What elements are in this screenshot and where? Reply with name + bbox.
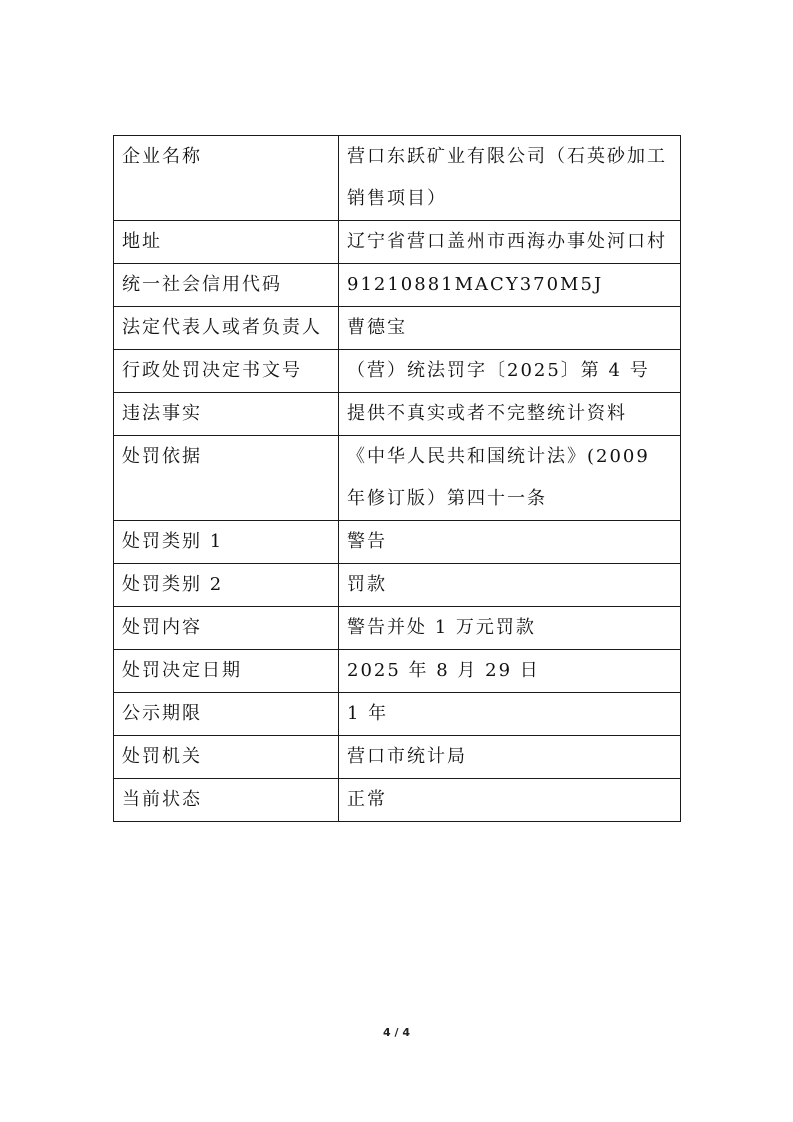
row-label-penalty-authority: 处罚机关	[114, 736, 339, 779]
table-row	[114, 136, 681, 221]
table-row	[114, 264, 681, 307]
row-value-address: 辽宁省营口盖州市西海办事处河口村	[339, 221, 681, 264]
row-label-penalty-content: 处罚内容	[114, 607, 339, 650]
row-label-publicity-period: 公示期限	[114, 693, 339, 736]
row-value-legal-representative: 曹德宝	[339, 307, 681, 350]
row-label-penalty-category-2: 处罚类别 2	[114, 564, 339, 607]
row-label-current-status: 当前状态	[114, 779, 339, 822]
row-value-penalty-authority: 营口市统计局	[339, 736, 681, 779]
row-value-publicity-period: 1 年	[339, 693, 681, 736]
row-label-legal-representative: 法定代表人或者负责人	[114, 307, 339, 350]
table-row	[114, 693, 681, 736]
table-row	[114, 650, 681, 693]
table-row	[114, 521, 681, 564]
table-row	[114, 564, 681, 607]
penalty-record-table	[113, 135, 681, 822]
row-value-current-status: 正常	[339, 779, 681, 822]
row-label-violation-facts: 违法事实	[114, 393, 339, 436]
row-value-decision-date: 2025 年 8 月 29 日	[339, 650, 681, 693]
table-row	[114, 393, 681, 436]
table-row	[114, 436, 681, 521]
row-value-penalty-basis: 《中华人民共和国统计法》(2009 年修订版）第四十一条	[339, 436, 681, 521]
row-value-penalty-content: 警告并处 1 万元罚款	[339, 607, 681, 650]
row-value-penalty-category-1: 警告	[339, 521, 681, 564]
row-label-company-name: 企业名称	[114, 136, 339, 221]
row-label-address: 地址	[114, 221, 339, 264]
row-value-company-name: 营口东跃矿业有限公司（石英砂加工销售项目）	[339, 136, 681, 221]
table-row	[114, 221, 681, 264]
table-row	[114, 736, 681, 779]
row-label-decision-number: 行政处罚决定书文号	[114, 350, 339, 393]
table-row	[114, 350, 681, 393]
row-value-violation-facts: 提供不真实或者不完整统计资料	[339, 393, 681, 436]
table-row	[114, 607, 681, 650]
row-value-decision-number: （营）统法罚字〔2025〕第 4 号	[339, 350, 681, 393]
row-value-credit-code: 91210881MACY370M5J	[339, 264, 681, 307]
row-label-penalty-category-1: 处罚类别 1	[114, 521, 339, 564]
page-number: 4 / 4	[383, 1026, 410, 1039]
table-row	[114, 307, 681, 350]
row-label-penalty-basis: 处罚依据	[114, 436, 339, 521]
row-label-decision-date: 处罚决定日期	[114, 650, 339, 693]
row-value-penalty-category-2: 罚款	[339, 564, 681, 607]
row-label-credit-code: 统一社会信用代码	[114, 264, 339, 307]
table-row	[114, 779, 681, 822]
